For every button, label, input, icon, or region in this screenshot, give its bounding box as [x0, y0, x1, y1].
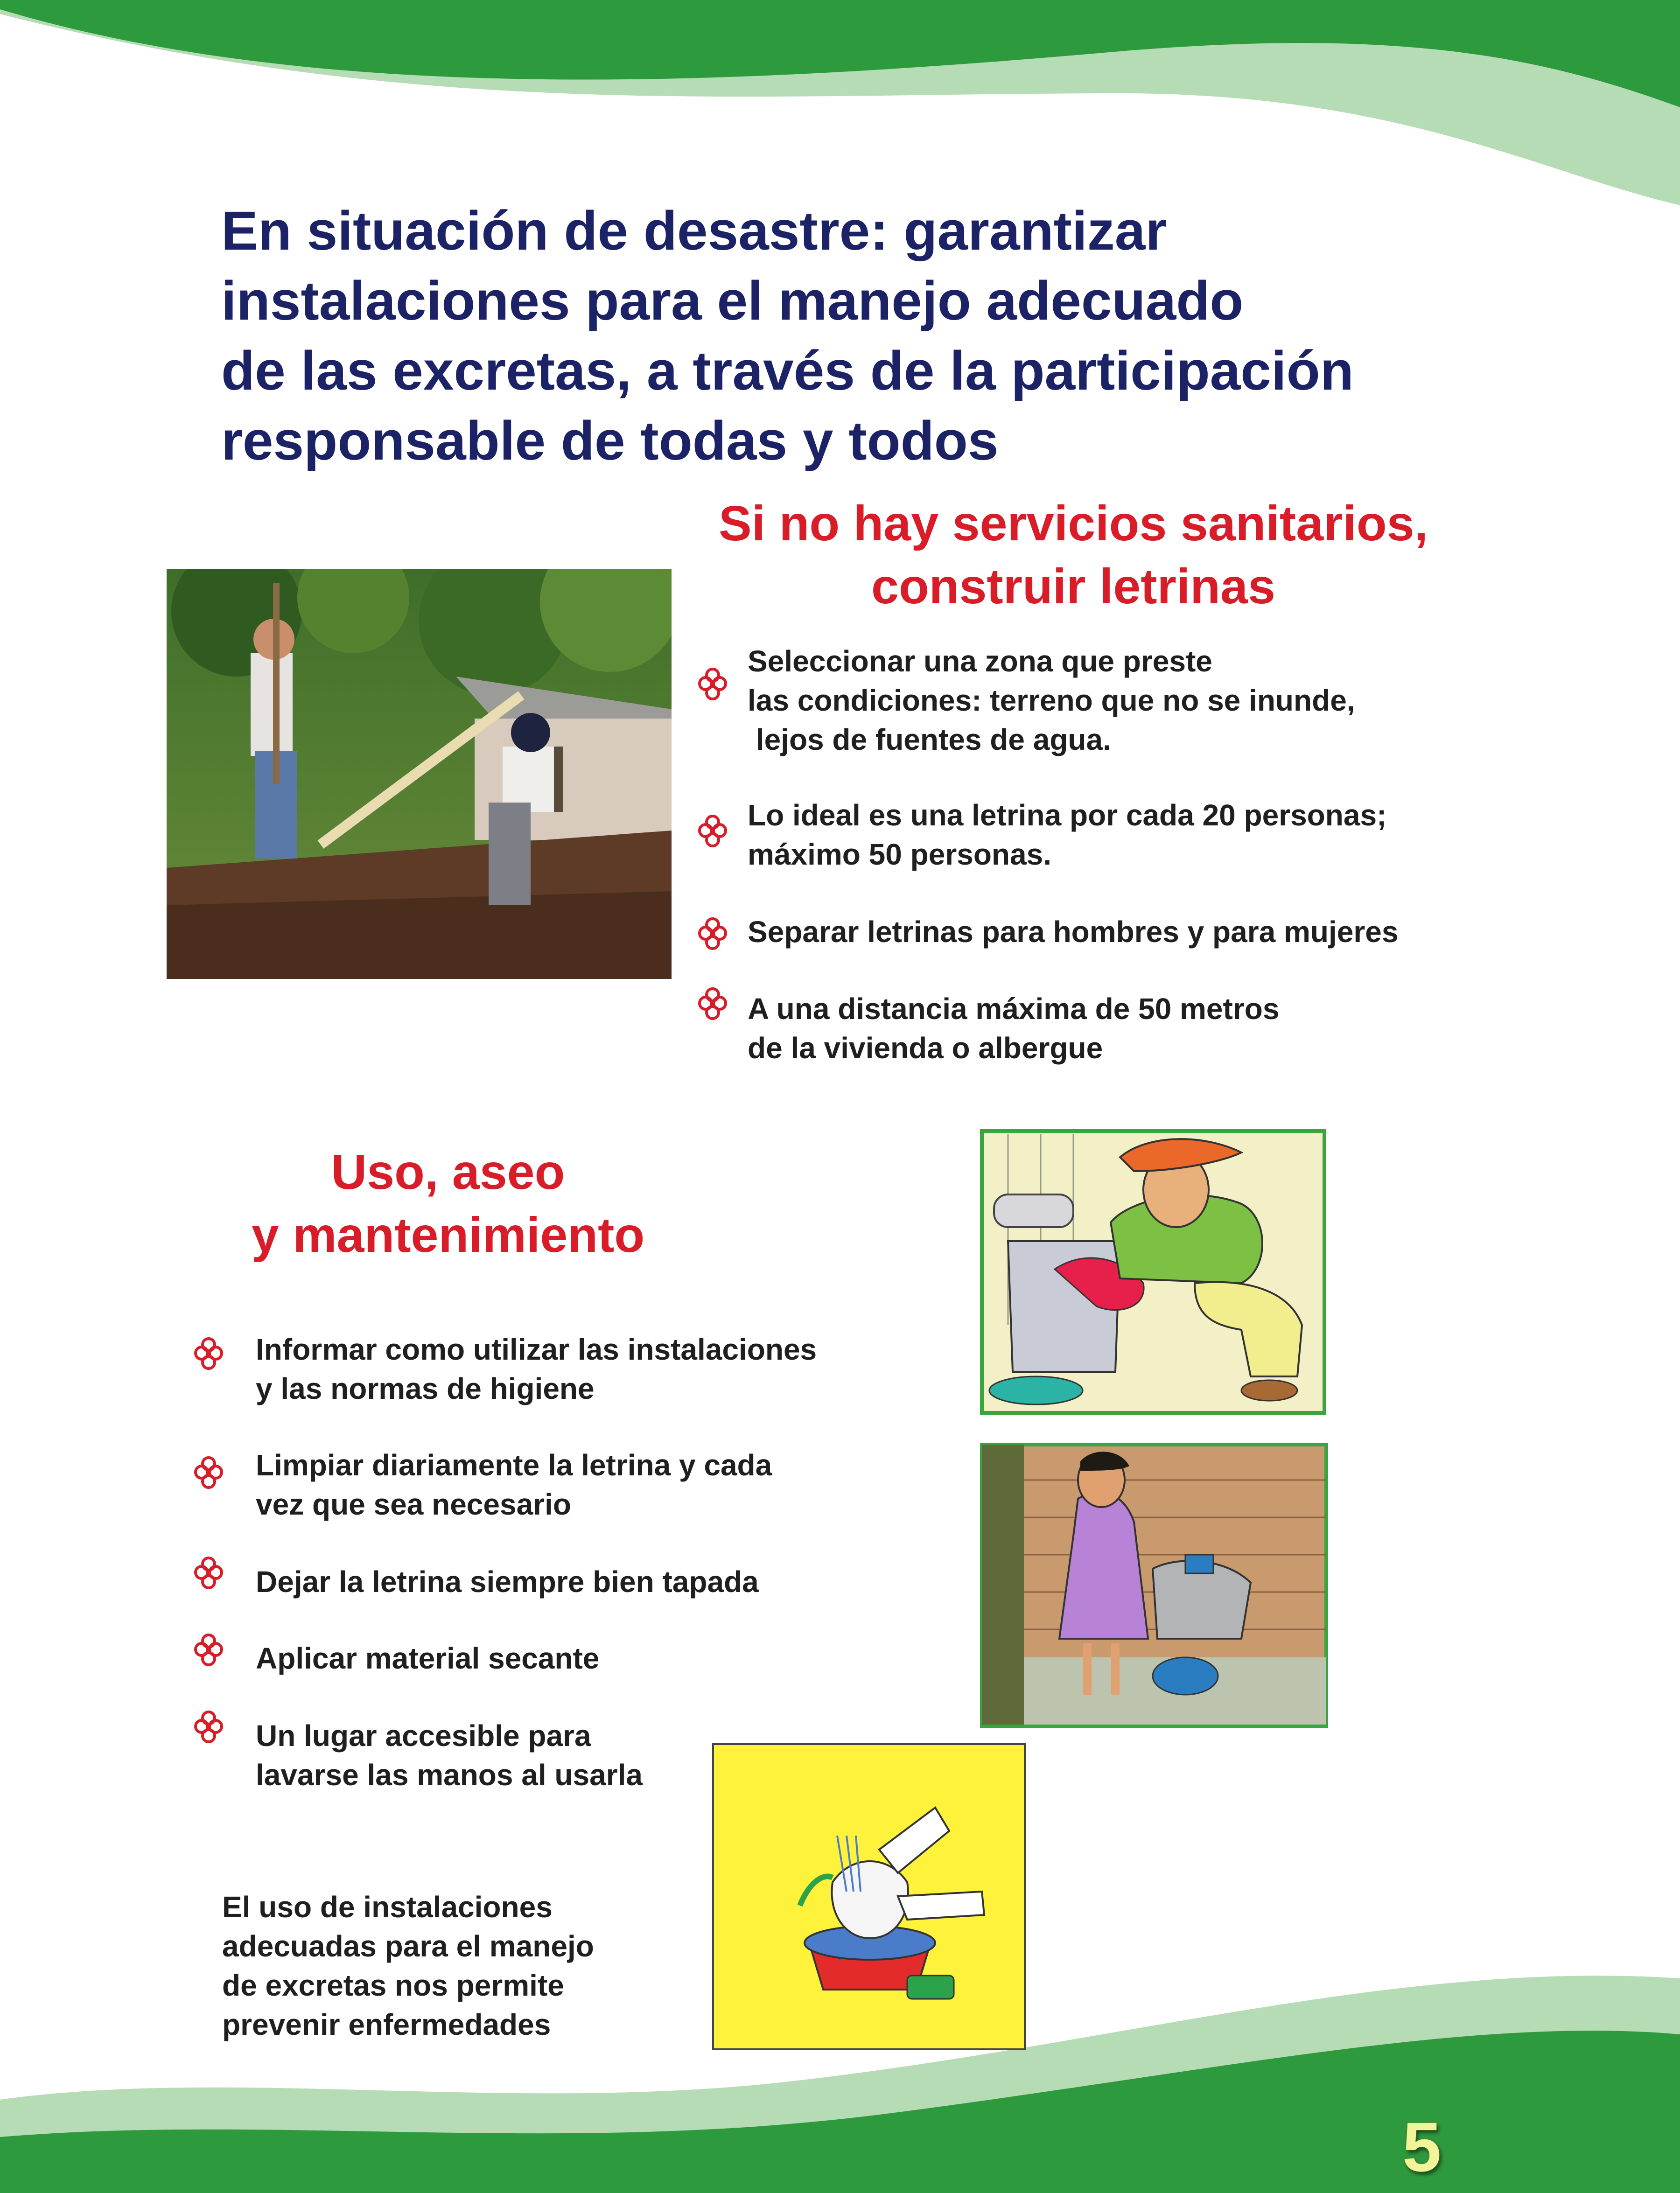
- flower-icon: [192, 1631, 225, 1668]
- flower-icon: [192, 1708, 225, 1745]
- section2-bullet-1: [256, 1330, 817, 1408]
- bullet-line: y las normas de higiene: [256, 1372, 595, 1405]
- page-number: 5: [1402, 2108, 1442, 2186]
- section1-heading-line: Si no hay servicios sanitarios,: [719, 496, 1428, 551]
- bullet-line: lavarse las manos al usarla: [256, 1758, 643, 1792]
- section2-heading-line: y mantenimiento: [251, 1208, 645, 1263]
- flower-icon: [192, 1334, 225, 1372]
- section1-bullet-2: [748, 796, 1386, 874]
- cleaning-latrine-illustration: [980, 1129, 1326, 1415]
- section2-heading-line: Uso, aseo: [331, 1145, 565, 1200]
- top-wave-decoration: [0, 0, 1680, 219]
- bullet-line: Limpiar diariamente la letrina y cada: [256, 1448, 772, 1482]
- bullet-line: de la vivienda o albergue: [748, 1031, 1103, 1065]
- closing-line: de excretas nos permite: [222, 1969, 564, 2002]
- bullet-line: Lo ideal es una letrina por cada 20 personas;: [748, 798, 1387, 832]
- section2-bullet-5: [256, 1716, 643, 1795]
- latrine-construction-photo: [167, 569, 672, 979]
- section2-bullet-2: [256, 1446, 772, 1524]
- section1-heading: [672, 492, 1475, 618]
- flower-icon: [696, 812, 729, 849]
- bullet-line: Informar como utilizar las instalaciones: [256, 1333, 817, 1366]
- title-line: instalaciones para el manejo adecuado: [221, 270, 1244, 332]
- page-title: [221, 196, 1575, 476]
- bullet-line: A una distancia máxima de 50 metros: [748, 992, 1280, 1026]
- section2-bullet-4: [256, 1639, 599, 1678]
- flower-icon: [192, 1554, 225, 1591]
- title-line: responsable de todas y todos: [221, 410, 999, 472]
- section1-bullet-1: [748, 642, 1355, 759]
- bullet-line: Dejar la letrina siempre bien tapada: [256, 1565, 759, 1599]
- title-line: de las excretas, a través de la participación: [221, 340, 1354, 402]
- bullet-line: Un lugar accesible para: [256, 1719, 591, 1753]
- bullet-line: Aplicar material secante: [256, 1641, 600, 1675]
- handwashing-illustration: [711, 1742, 1027, 2051]
- closing-paragraph: [222, 1887, 594, 2044]
- applying-drying-material-illustration: [980, 1443, 1328, 1728]
- bullet-line: Separar letrinas para hombres y para mujeres: [748, 915, 1399, 949]
- flower-icon: [192, 1453, 225, 1491]
- section2-heading: [196, 1141, 700, 1267]
- section1-heading-line: construir letrinas: [871, 559, 1275, 614]
- bullet-line: las condiciones: terreno que no se inunde,: [748, 684, 1355, 717]
- closing-line: prevenir enfermedades: [222, 2008, 551, 2041]
- closing-line: adecuadas para el manejo: [222, 1929, 594, 1963]
- bullet-line: lejos de fuentes de agua.: [748, 723, 1111, 756]
- flower-icon: [696, 985, 729, 1022]
- title-line: En situación de desastre: garantizar: [221, 200, 1167, 262]
- closing-line: El uso de instalaciones: [222, 1890, 553, 1924]
- bullet-line: vez que sea necesario: [256, 1488, 571, 1521]
- flower-icon: [696, 915, 729, 952]
- flower-icon: [696, 665, 729, 702]
- bullet-line: Seleccionar una zona que preste: [748, 644, 1212, 678]
- section1-bullet-4: [748, 989, 1279, 1068]
- section1-bullet-3: [748, 912, 1398, 951]
- bullet-line: máximo 50 personas.: [748, 838, 1051, 871]
- section2-bullet-3: [256, 1562, 759, 1601]
